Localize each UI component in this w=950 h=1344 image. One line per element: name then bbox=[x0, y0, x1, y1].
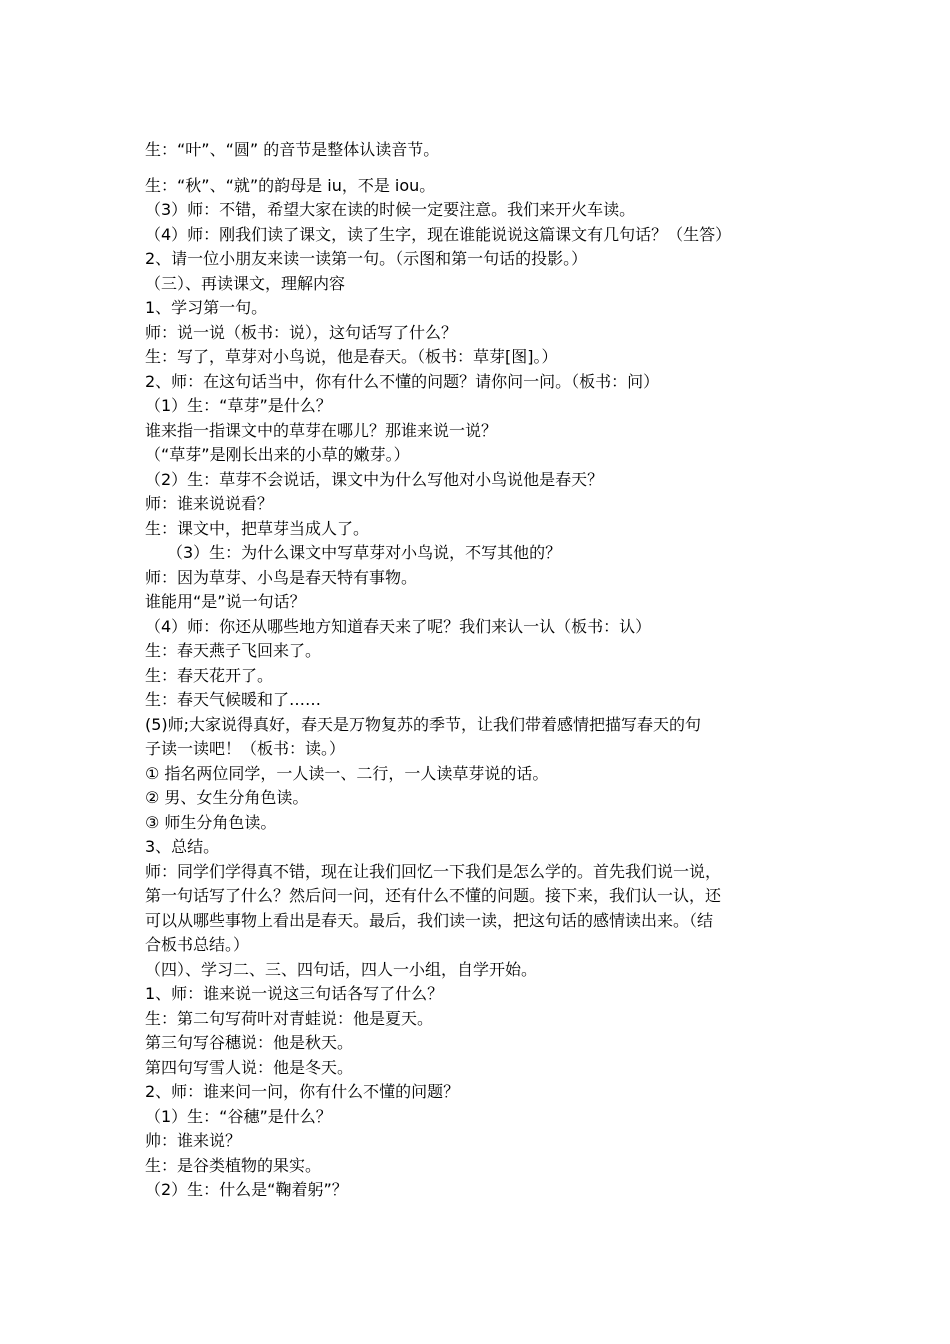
text-line: 生：“叶”、“圆” 的音节是整体认读音节。 bbox=[145, 140, 440, 159]
text-line: 合板书总结。） bbox=[145, 935, 250, 954]
text-line: 可以从哪些事物上看出是春天。最后，我们读一读，把这句话的感情读出来。（结 bbox=[145, 910, 714, 930]
text-line: （2）生：什么是“鞠着躬”？ bbox=[145, 1180, 348, 1199]
text-line: 生：第二句写荷叶对青蛙说：他是夏天。 bbox=[145, 1008, 434, 1028]
text-line: 生：写了，草芽对小鸟说，他是春天。（板书：草芽[图]。） bbox=[145, 347, 558, 366]
text-line: ① 指名两位同学，一人读一、二行，一人读草芽说的话。 bbox=[145, 763, 549, 783]
text-line: 生：是谷类植物的果实。 bbox=[145, 1155, 322, 1175]
text-line: （“草芽”是刚长出来的小草的嫩芽。） bbox=[145, 445, 410, 464]
text-line: 1、学习第一句。 bbox=[145, 298, 268, 317]
text-line: （2）生：草芽不会说话，课文中为什么写他对小鸟说他是春天？ bbox=[145, 469, 604, 489]
text-line: 师：说一说（板书：说），这句话写了什么？ bbox=[145, 322, 458, 342]
text-line: （3）生：为什么课文中写草芽对小鸟说，不写其他的？ bbox=[167, 543, 562, 562]
text-line: 子读一读吧！（板书：读。） bbox=[145, 739, 346, 758]
text-line: 帅：谁来说？ bbox=[145, 1131, 242, 1150]
text-line: ③ 师生分角色读。 bbox=[145, 812, 277, 832]
text-line: 生：“秋”、“就”的韵母是 iu，不是 iou。 bbox=[145, 175, 436, 195]
text-line: 2、师：在这句话当中，你有什么不懂的问题？请你问一问。（板书：问） bbox=[145, 371, 660, 391]
text-line: （4）师：你还从哪些地方知道春天来了呢？我们来认一认（板书：认） bbox=[145, 616, 652, 636]
text-line: 1、师：谁来说一说这三句话各写了什么？ bbox=[145, 984, 444, 1003]
section-heading: （三）、再读课文，理解内容 bbox=[145, 273, 346, 293]
text-line: 2、请一位小朋友来读一读第一句。（示图和第一句话的投影。） bbox=[145, 249, 588, 268]
text-line: （1）生：“谷穗”是什么？ bbox=[145, 1106, 332, 1126]
text-line: 生：春天花开了。 bbox=[145, 665, 274, 685]
document-body bbox=[145, 138, 815, 1203]
text-line: 生：课文中，把草芽当成人了。 bbox=[145, 518, 370, 538]
text-line: （1）生：“草芽”是什么？ bbox=[145, 396, 332, 415]
text-line: (5)师;大家说得真好，春天是万物复苏的季节，让我们带着感情把描写春天的句 bbox=[145, 714, 702, 734]
text-line: 3、总结。 bbox=[145, 837, 220, 856]
text-line: 生：春天燕子飞回来了。 bbox=[145, 641, 322, 660]
text-line: 生：春天气候暖和了…… bbox=[145, 690, 322, 709]
text-line: 师：谁来说说看？ bbox=[145, 494, 274, 513]
text-line: （4）师：刚我们读了课文，读了生字，现在谁能说说这篇课文有几句话？（生答） bbox=[145, 224, 732, 244]
text-line: 第三句写谷穗说：他是秋天。 bbox=[145, 1033, 354, 1052]
text-line: 谁能用“是”说一句话？ bbox=[145, 592, 306, 611]
text-line: 师：同学们学得真不错，现在让我们回忆一下我们是怎么学的。首先我们说一说， bbox=[145, 861, 722, 881]
text-line: 师：因为草芽、小鸟是春天特有事物。 bbox=[145, 567, 418, 587]
text-line: ② 男、女生分角色读。 bbox=[145, 788, 309, 807]
section-heading: （四）、学习二、三、四句话，四人一小组，自学开始。 bbox=[145, 959, 538, 979]
text-line: （3）师：不错，希望大家在读的时候一定要注意。我们来开火车读。 bbox=[145, 200, 636, 219]
text-line: 第一句话写了什么？然后问一问，还有什么不懂的问题。接下来，我们认一认，还 bbox=[145, 886, 722, 905]
text-line: 2、师：谁来问一问，你有什么不懂的问题？ bbox=[145, 1082, 460, 1101]
text-line: 第四句写雪人说：他是冬天。 bbox=[145, 1057, 354, 1077]
text-line: 谁来指一指课文中的草芽在哪儿？那谁来说一说？ bbox=[145, 420, 498, 440]
